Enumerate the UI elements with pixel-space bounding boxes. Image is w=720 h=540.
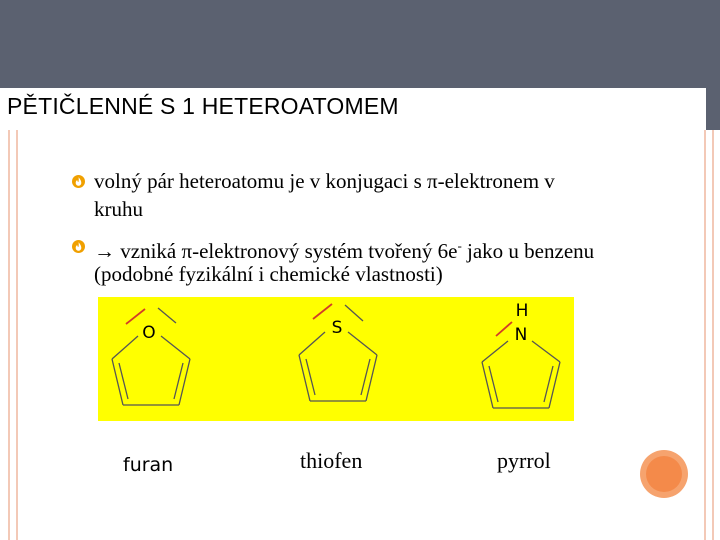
right-border-line-outer — [712, 130, 714, 540]
slide-title: PĚTIČLENNÉ S 1 HETEROATOMEM — [7, 93, 399, 119]
pyrrol-label: pyrrol — [497, 448, 551, 473]
orange-circle-ornament — [640, 450, 688, 498]
bullet-2-text-start: → vzniká π-elektronový systém tvořený 6e — [94, 239, 458, 263]
left-border-line-outer — [8, 130, 10, 540]
flame-bullet-icon — [72, 240, 85, 253]
thiofen-label: thiofen — [300, 448, 363, 473]
electron-charge-superscript: - — [457, 238, 462, 253]
bullet-2-text-end: jako u benzenu — [461, 239, 595, 263]
pyrrol-hydrogen: H — [515, 301, 529, 321]
right-border-line-inner — [704, 130, 706, 540]
left-border-line-inner — [16, 130, 18, 540]
pyrrol-heteroatom: N — [514, 325, 528, 345]
bullet-2-line-1 — [94, 233, 594, 264]
flame-bullet-icon — [72, 175, 85, 188]
bullet-1-line-2: kruhu — [94, 197, 143, 221]
structures-panel — [98, 297, 574, 421]
bullet-2-line-2: (podobné fyzikální i chemické vlastnosti) — [94, 262, 443, 286]
furan-label: furan — [123, 454, 174, 476]
bullet-1-line-1: volný pár heteroatomu je v konjugaci s π-elektronem v — [94, 169, 555, 193]
furan-heteroatom: O — [142, 323, 156, 343]
heterocycle-structures-diagram — [98, 297, 574, 421]
thiofen-heteroatom: S — [331, 318, 343, 338]
